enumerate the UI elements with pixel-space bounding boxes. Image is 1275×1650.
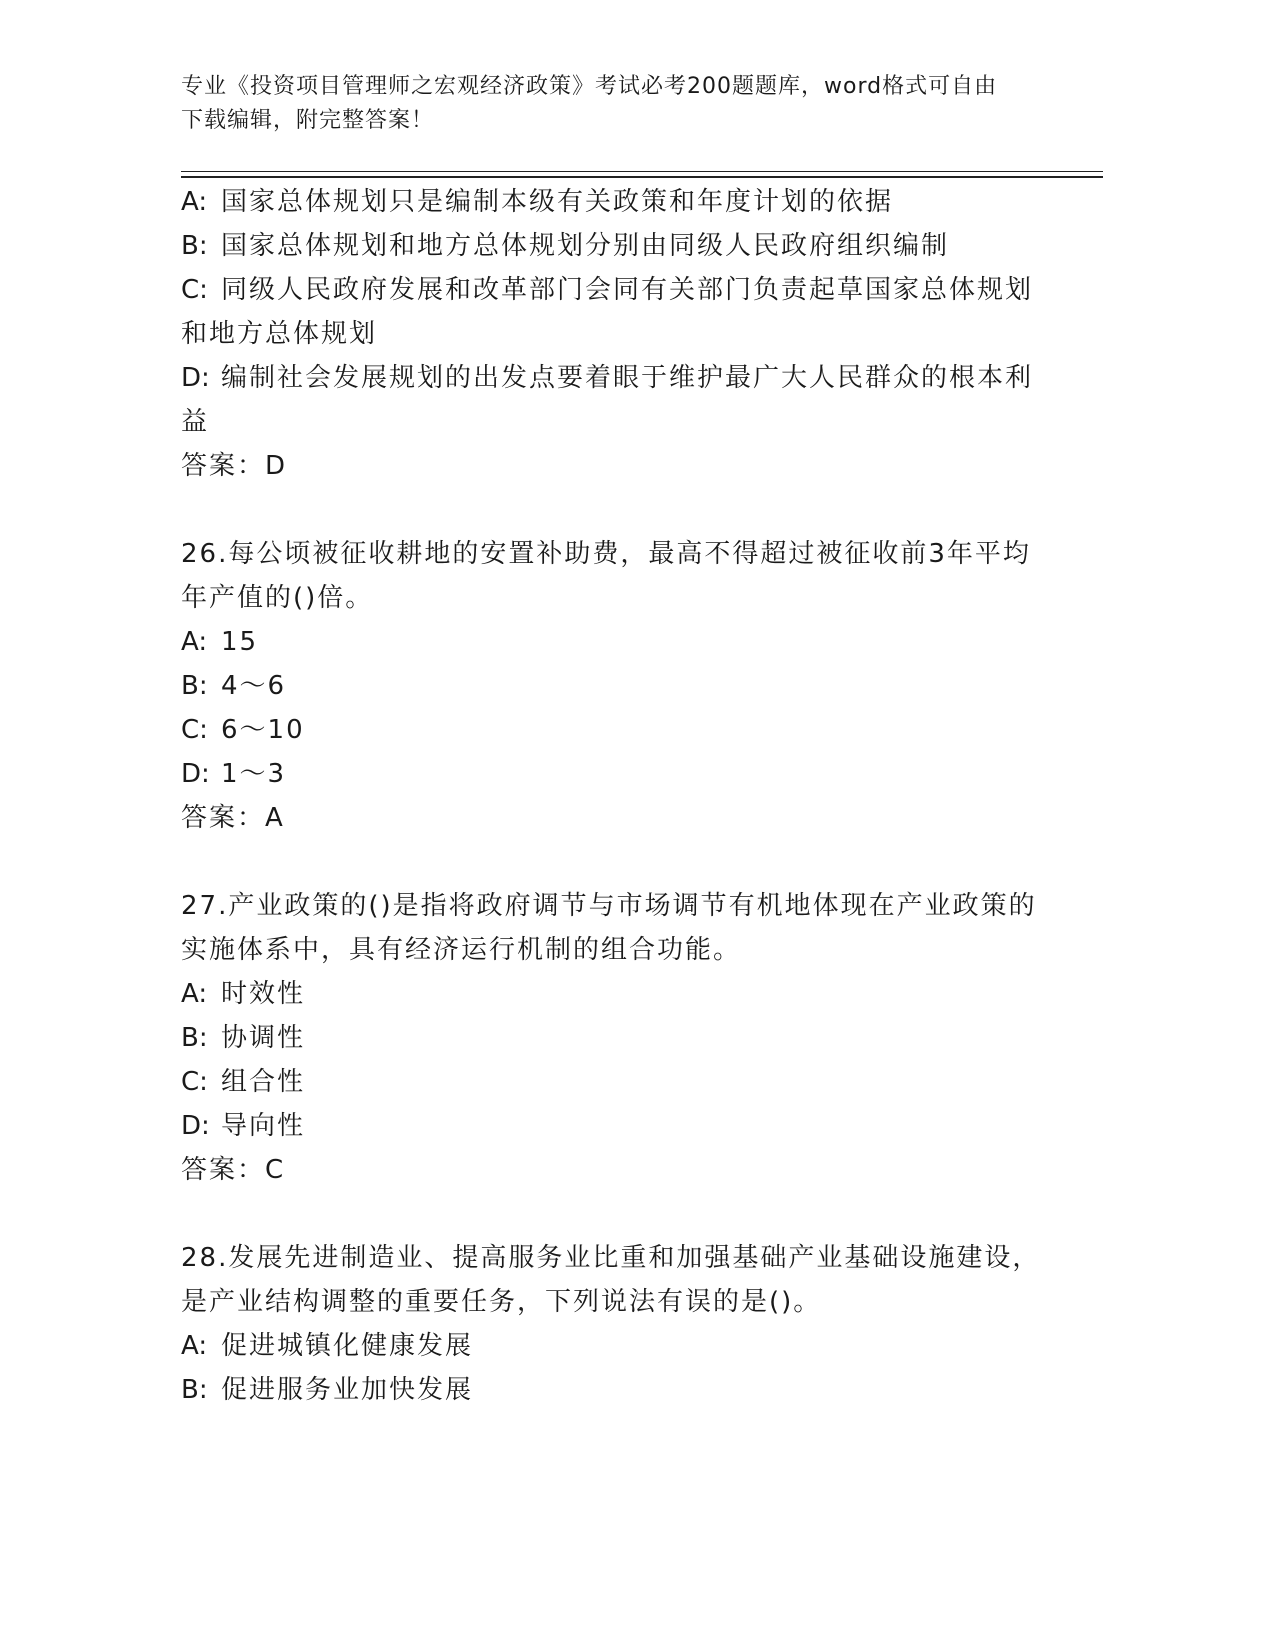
option-letter: A:	[181, 187, 208, 217]
answer: 答案：A	[181, 803, 285, 833]
option-text: 时效性	[221, 979, 306, 1009]
option-text: 同级人民政府发展和改革部门会同有关部门负责起草国家总体规划	[221, 275, 1034, 305]
option-a	[181, 620, 1041, 664]
option-text: 15	[221, 627, 259, 657]
option-text: 1～3	[221, 759, 287, 789]
question-text-line-1: 28.发展先进制造业、提高服务业比重和加强基础产业基础设施建设，	[181, 1243, 1041, 1273]
question-text-line-2: 实施体系中，具有经济运行机制的组合功能。	[181, 935, 742, 965]
option-letter: B:	[181, 1375, 208, 1405]
spacer	[181, 488, 1041, 532]
option-text: 促进服务业加快发展	[221, 1375, 474, 1405]
option-text: 协调性	[221, 1023, 306, 1053]
option-a	[181, 180, 1041, 224]
header-line-2: 下载编辑，附完整答案！	[181, 108, 435, 133]
header-divider-thin	[181, 171, 1103, 172]
option-c	[181, 268, 1041, 312]
option-letter: D:	[181, 759, 210, 789]
option-b	[181, 1016, 1041, 1060]
option-letter: D:	[181, 363, 210, 393]
question-text-line-2: 是产业结构调整的重要任务，下列说法有误的是()。	[181, 1287, 822, 1317]
option-letter: A:	[181, 1331, 208, 1361]
spacer	[181, 1192, 1041, 1236]
option-b	[181, 664, 1041, 708]
question-block-26	[181, 532, 1041, 840]
option-letter: C:	[181, 1067, 208, 1097]
option-letter: C:	[181, 275, 208, 305]
option-c	[181, 708, 1041, 752]
spacer	[181, 840, 1041, 884]
option-d	[181, 752, 1041, 796]
option-text: 编制社会发展规划的出发点要着眼于维护最广大人民群众的根本利	[221, 363, 1034, 393]
option-letter: B:	[181, 231, 208, 261]
question-text-line-1: 26.每公顷被征收耕地的安置补助费，最高不得超过被征收前3年平均	[181, 539, 1031, 569]
option-letter: B:	[181, 1023, 208, 1053]
option-d-continuation: 益	[181, 407, 210, 437]
option-text: 国家总体规划和地方总体规划分别由同级人民政府组织编制	[221, 231, 950, 261]
option-letter: D:	[181, 1111, 210, 1141]
question-block-27	[181, 884, 1041, 1192]
option-letter: A:	[181, 979, 208, 1009]
option-letter: C:	[181, 715, 208, 745]
option-a	[181, 972, 1041, 1016]
option-d	[181, 1104, 1041, 1148]
option-letter: B:	[181, 671, 208, 701]
answer: 答案：D	[181, 451, 288, 481]
header-line-1: 专业《投资项目管理师之宏观经济政策》考试必考200题题库，word格式可自由	[181, 74, 998, 99]
question-content	[181, 180, 1041, 1412]
option-a	[181, 1324, 1041, 1368]
question-block-25	[181, 180, 1041, 488]
option-text: 导向性	[221, 1111, 306, 1141]
option-b	[181, 1368, 1041, 1412]
option-text: 促进城镇化健康发展	[221, 1331, 474, 1361]
option-text: 国家总体规划只是编制本级有关政策和年度计划的依据	[221, 187, 894, 217]
answer: 答案：C	[181, 1155, 286, 1185]
option-c	[181, 1060, 1041, 1104]
option-text: 组合性	[221, 1067, 306, 1097]
option-c-continuation: 和地方总体规划	[181, 319, 378, 349]
option-text: 4～6	[221, 671, 287, 701]
document-header	[181, 70, 1061, 138]
header-divider-thick	[181, 176, 1103, 178]
question-block-28	[181, 1236, 1041, 1412]
option-b	[181, 224, 1041, 268]
question-text-line-1: 27.产业政策的()是指将政府调节与市场调节有机地体现在产业政策的	[181, 891, 1037, 921]
option-d	[181, 356, 1041, 400]
option-letter: A:	[181, 627, 208, 657]
option-text: 6～10	[221, 715, 305, 745]
question-text-line-2: 年产值的()倍。	[181, 583, 374, 613]
